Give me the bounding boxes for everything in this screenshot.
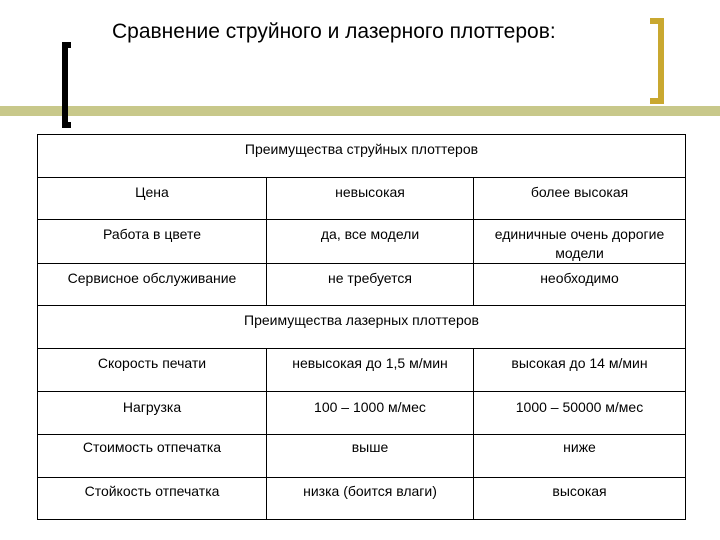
table-row	[38, 435, 686, 478]
laser-value: необходимо	[474, 264, 686, 306]
inkjet-value: выше	[267, 435, 474, 478]
laser-value: более высокая	[474, 178, 686, 220]
inkjet-value: 100 – 1000 м/мес	[267, 392, 474, 435]
inkjet-value: не требуется	[267, 264, 474, 306]
laser-value: ниже	[474, 435, 686, 478]
table-row	[38, 220, 686, 264]
row-label: Скорость печати	[38, 349, 267, 392]
table-row	[38, 478, 686, 520]
section-row-inkjet	[38, 135, 686, 178]
row-label: Нагрузка	[38, 392, 267, 435]
left-bracket-decoration	[62, 42, 71, 128]
accent-bar	[0, 106, 720, 116]
inkjet-value: низка (боится влаги)	[267, 478, 474, 520]
inkjet-value: да, все модели	[267, 220, 474, 264]
table-row	[38, 264, 686, 306]
table-row	[38, 178, 686, 220]
row-label: Сервисное обслуживание	[38, 264, 267, 306]
section-row-laser	[38, 306, 686, 349]
laser-value: высокая	[474, 478, 686, 520]
inkjet-value: невысокая до 1,5 м/мин	[267, 349, 474, 392]
section-header-laser: Преимущества лазерных плоттеров	[38, 306, 686, 349]
row-label: Стоимость отпечатка	[38, 435, 267, 478]
row-label: Работа в цвете	[38, 220, 267, 264]
row-label: Цена	[38, 178, 267, 220]
table-row	[38, 349, 686, 392]
row-label: Стойкость отпечатка	[38, 478, 267, 520]
laser-value: высокая до 14 м/мин	[474, 349, 686, 392]
laser-value: единичные очень дорогие модели	[474, 220, 686, 264]
right-bracket-decoration	[650, 18, 664, 104]
slide-title: Сравнение струйного и лазерного плоттеров:	[112, 20, 556, 43]
table-row	[38, 392, 686, 435]
inkjet-value: невысокая	[267, 178, 474, 220]
section-header-inkjet: Преимущества струйных плоттеров	[38, 135, 686, 178]
comparison-table	[37, 134, 686, 520]
laser-value: 1000 – 50000 м/мес	[474, 392, 686, 435]
